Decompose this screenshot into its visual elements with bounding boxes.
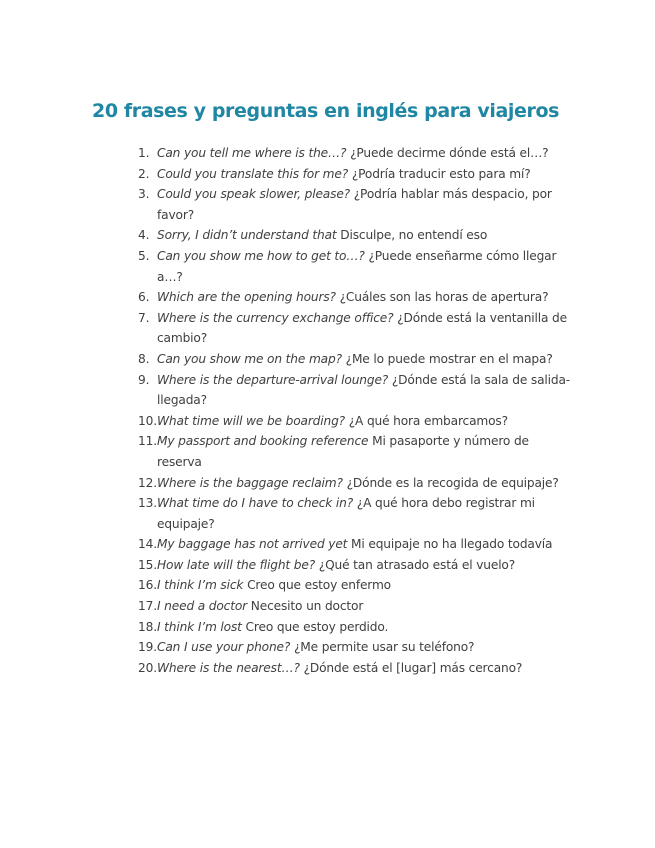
item-number: 12. [138, 475, 157, 490]
spanish-translation: Necesito un doctor [250, 599, 364, 614]
list-item [133, 637, 573, 658]
english-phrase: Could you translate this for me? [157, 166, 349, 181]
list-item [133, 555, 573, 576]
spanish-translation: ¿Podría traducir esto para mí? [351, 166, 531, 181]
list-item [133, 246, 573, 287]
english-phrase: Could you speak slower, please? [157, 187, 350, 202]
spanish-translation: ¿Qué tan atrasado está el vuelo? [318, 557, 516, 572]
item-number: 9. [138, 372, 150, 387]
english-phrase: Sorry, I didn’t understand that [157, 228, 337, 243]
item-number: 6. [138, 290, 150, 305]
english-phrase: Can I use your phone? [157, 640, 291, 655]
item-number: 2. [138, 166, 150, 181]
spanish-translation: ¿Puede decirme dónde está el…? [350, 146, 549, 160]
english-phrase: I think I’m lost [157, 619, 242, 634]
list-item [133, 617, 573, 638]
english-phrase: My passport and booking reference [157, 434, 369, 449]
english-phrase: What time do I have to check in? [157, 496, 354, 511]
spanish-translation: ¿A qué hora debo registrar mi equipaje? [157, 496, 535, 531]
english-phrase: Where is the currency exchange office? [157, 310, 394, 325]
english-phrase: Which are the opening hours? [157, 290, 336, 305]
list-item [133, 164, 573, 185]
spanish-translation: ¿A qué hora embarcamos? [348, 413, 508, 428]
item-number: 15. [138, 557, 157, 572]
item-number: 10. [138, 413, 157, 428]
list-item [133, 411, 573, 432]
spanish-translation: ¿Cuáles son las horas de apertura? [339, 290, 549, 305]
item-number: 17. [138, 599, 157, 614]
item-number: 4. [138, 228, 150, 243]
item-number: 1. [138, 146, 150, 160]
phrase-list [133, 143, 573, 678]
item-number: 13. [138, 496, 157, 511]
list-item [133, 287, 573, 308]
english-phrase: Where is the nearest…? [157, 660, 300, 675]
list-item [133, 225, 573, 246]
english-phrase: Can you show me on the map? [157, 351, 342, 366]
item-number: 16. [138, 578, 157, 593]
english-phrase: Can you tell me where is the…? [157, 146, 347, 160]
spanish-translation: ¿Dónde es la recogida de equipaje? [346, 475, 559, 490]
list-item [133, 349, 573, 370]
item-number: 7. [138, 310, 150, 325]
english-phrase: What time will we be boarding? [157, 413, 345, 428]
list-item [133, 431, 573, 472]
list-item [133, 184, 573, 225]
english-phrase: My baggage has not arrived yet [157, 537, 348, 552]
english-phrase: I need a doctor [157, 599, 248, 614]
item-number: 20. [138, 660, 157, 675]
item-number: 19. [138, 640, 157, 655]
english-phrase: How late will the flight be? [157, 557, 316, 572]
english-phrase: Where is the departure-arrival lounge? [157, 372, 389, 387]
list-item [133, 575, 573, 596]
spanish-translation: ¿Me lo puede mostrar en el mapa? [345, 351, 553, 366]
list-item [133, 534, 573, 555]
list-item [133, 370, 573, 411]
item-number: 14. [138, 537, 157, 552]
item-number: 11. [138, 434, 157, 449]
item-number: 18. [138, 619, 157, 634]
spanish-translation: ¿Podría hablar más despacio, por favor? [157, 187, 552, 222]
english-phrase: Where is the baggage reclaim? [157, 475, 343, 490]
item-number: 3. [138, 187, 150, 202]
list-item [133, 143, 573, 164]
spanish-translation: Creo que estoy perdido. [245, 619, 389, 634]
spanish-translation: ¿Puede enseñarme cómo llegar a…? [157, 248, 557, 284]
list-item [133, 473, 573, 494]
item-number: 5. [138, 248, 150, 263]
list-item [133, 308, 573, 349]
spanish-translation: Creo que estoy enfermo [247, 578, 391, 593]
list-item [133, 596, 573, 617]
spanish-translation: ¿Me permite usar su teléfono? [293, 640, 475, 655]
spanish-translation: ¿Dónde está la ventanilla de cambio? [157, 310, 567, 346]
spanish-translation: ¿Dónde está la sala de salida-llegada? [157, 372, 571, 408]
list-item [133, 493, 573, 534]
spanish-translation: Disculpe, no entendí eso [340, 228, 488, 243]
spanish-translation: Mi pasaporte y número de reserva [157, 434, 529, 469]
page-title: 20 frases y preguntas en inglés para viajeros [92, 100, 560, 122]
list-item [133, 658, 573, 679]
spanish-translation: ¿Dónde está el [lugar] más cercano? [303, 660, 523, 675]
english-phrase: I think I’m sick [157, 578, 244, 593]
item-number: 8. [138, 351, 150, 366]
spanish-translation: Mi equipaje no ha llegado todavía [351, 537, 553, 552]
english-phrase: Can you show me how to get to…? [157, 248, 365, 263]
